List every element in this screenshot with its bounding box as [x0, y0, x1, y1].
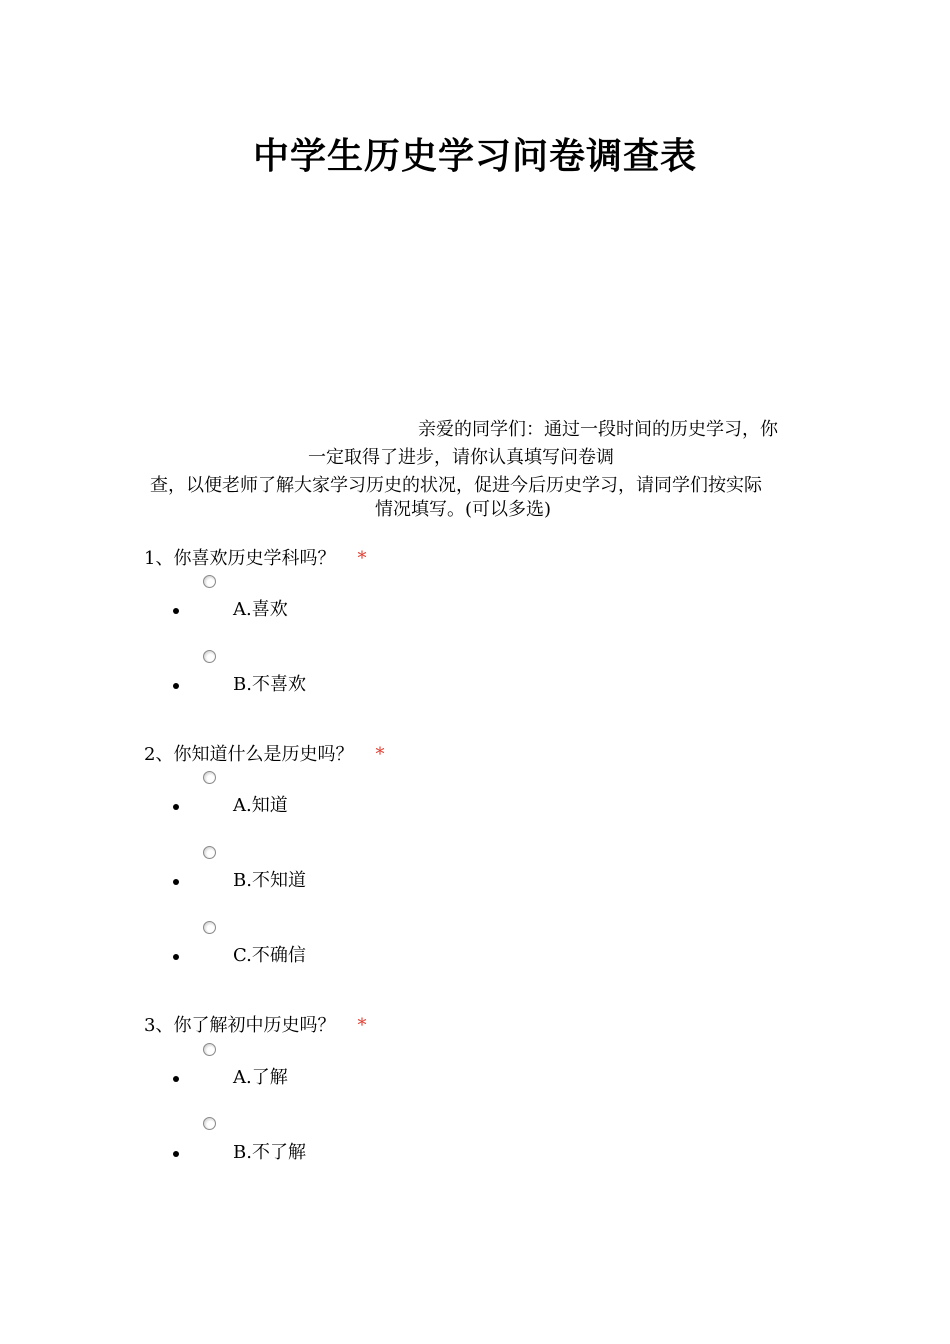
radio-q1-b[interactable] [203, 650, 216, 663]
option-q2-a[interactable]: A.知道 [233, 795, 288, 816]
option-q1-b[interactable]: B.不喜欢 [233, 674, 306, 695]
bullet-icon [173, 1076, 179, 1082]
radio-q2-c[interactable] [203, 921, 216, 934]
bullet-icon [173, 804, 179, 810]
radio-q1-a[interactable] [203, 575, 216, 588]
question-1-text: 1、你喜欢历史学科吗？ [144, 548, 336, 569]
question-3-text: 3、你了解初中历史吗？ [144, 1015, 336, 1036]
required-star-icon: * [357, 548, 367, 569]
intro-line-4: 情况填写。(可以多选) [375, 499, 552, 520]
bullet-icon [173, 608, 179, 614]
required-star-icon: * [357, 1015, 367, 1036]
bullet-icon [173, 683, 179, 689]
radio-q3-b[interactable] [203, 1117, 216, 1130]
radio-q2-b[interactable] [203, 846, 216, 859]
question-2-text: 2、你知道什么是历史吗？ [144, 744, 354, 765]
option-q1-a[interactable]: A.喜欢 [233, 599, 288, 620]
option-q3-b[interactable]: B.不了解 [233, 1142, 306, 1163]
bullet-icon [173, 1151, 179, 1157]
intro-line-3: 查，以便老师了解大家学习历史的状况，促进今后历史学习，请同学们按实际 [150, 475, 762, 496]
bullet-icon [173, 879, 179, 885]
intro-line-2: 一定取得了进步，请你认真填写问卷调 [308, 447, 614, 468]
radio-q2-a[interactable] [203, 771, 216, 784]
required-star-icon: * [375, 744, 385, 765]
intro-line-1: 亲爱的同学们：通过一段时间的历史学习，你 [418, 419, 778, 440]
option-q2-b[interactable]: B.不知道 [233, 870, 306, 891]
bullet-icon [173, 954, 179, 960]
radio-q3-a[interactable] [203, 1043, 216, 1056]
option-q2-c[interactable]: C.不确信 [233, 945, 306, 966]
option-q3-a[interactable]: A.了解 [233, 1067, 288, 1088]
page-title: 中学生历史学习问卷调查表 [252, 135, 697, 177]
question-1 [144, 546, 366, 572]
question-2 [144, 742, 384, 768]
question-3 [144, 1013, 366, 1039]
